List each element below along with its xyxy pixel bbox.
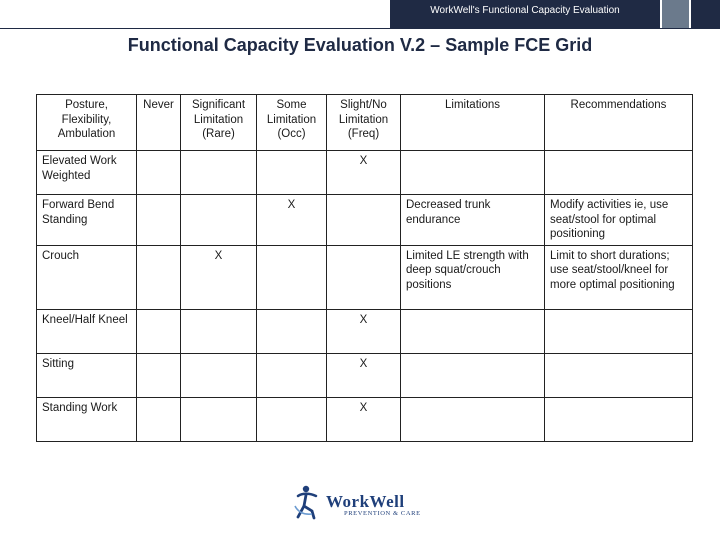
recommendations-cell bbox=[545, 151, 693, 195]
header-limitations: Limitations bbox=[401, 95, 545, 151]
significant-cell bbox=[181, 309, 257, 353]
limitations-cell bbox=[401, 353, 545, 397]
workwell-logo bbox=[292, 484, 432, 520]
banner-accent-block-dark bbox=[691, 0, 720, 28]
header-significant: Significant Limitation (Rare) bbox=[181, 95, 257, 151]
never-cell bbox=[137, 151, 181, 195]
activity-cell: Crouch bbox=[37, 245, 137, 309]
activity-cell: Standing Work bbox=[37, 397, 137, 441]
recommendations-cell: Modify activities ie, use seat/stool for optimal positioning bbox=[545, 195, 693, 246]
table-row bbox=[37, 353, 693, 397]
activity-cell: Sitting bbox=[37, 353, 137, 397]
never-cell bbox=[137, 245, 181, 309]
logo-wordmark: WorkWell bbox=[326, 492, 405, 511]
header-never: Never bbox=[137, 95, 181, 151]
recommendations-cell bbox=[545, 353, 693, 397]
table-header-row bbox=[37, 95, 693, 151]
never-cell bbox=[137, 195, 181, 246]
table-row bbox=[37, 195, 693, 246]
table-row bbox=[37, 151, 693, 195]
limitations-cell: Limited LE strength with deep squat/crouch positions bbox=[401, 245, 545, 309]
recommendations-cell bbox=[545, 397, 693, 441]
table-row bbox=[37, 309, 693, 353]
header-recommendations: Recommendations bbox=[545, 95, 693, 151]
slight-cell bbox=[327, 245, 401, 309]
limitations-cell bbox=[401, 397, 545, 441]
activity-cell: Kneel/Half Kneel bbox=[37, 309, 137, 353]
table-row bbox=[37, 397, 693, 441]
slight-cell bbox=[327, 195, 401, 246]
table-row bbox=[37, 245, 693, 309]
never-cell bbox=[137, 397, 181, 441]
some-cell bbox=[257, 151, 327, 195]
header-posture: Posture, Flexibility, Ambulation bbox=[37, 95, 137, 151]
significant-cell bbox=[181, 397, 257, 441]
limitations-cell bbox=[401, 309, 545, 353]
header-slight: Slight/No Limitation (Freq) bbox=[327, 95, 401, 151]
person-figure-icon bbox=[292, 484, 324, 520]
significant-cell bbox=[181, 151, 257, 195]
page-title: Functional Capacity Evaluation V.2 – Sample FCE Grid bbox=[127, 35, 593, 55]
activity-cell: Forward Bend Standing bbox=[37, 195, 137, 246]
limitations-cell: Decreased trunk endurance bbox=[401, 195, 545, 246]
header-banner: WorkWell's Functional Capacity Evaluation bbox=[390, 0, 660, 28]
recommendations-cell: Limit to short durations; use seat/stool/kneel for more optimal positioning bbox=[545, 245, 693, 309]
never-cell bbox=[137, 309, 181, 353]
banner-accent-block bbox=[662, 0, 689, 28]
slight-cell: X bbox=[327, 397, 401, 441]
some-cell bbox=[257, 245, 327, 309]
limitations-cell bbox=[401, 151, 545, 195]
slight-cell: X bbox=[327, 353, 401, 397]
significant-cell bbox=[181, 195, 257, 246]
activity-cell: Elevated Work Weighted bbox=[37, 151, 137, 195]
significant-cell: X bbox=[181, 245, 257, 309]
some-cell bbox=[257, 397, 327, 441]
some-cell: X bbox=[257, 195, 327, 246]
significant-cell bbox=[181, 353, 257, 397]
recommendations-cell bbox=[545, 309, 693, 353]
some-cell bbox=[257, 353, 327, 397]
never-cell bbox=[137, 353, 181, 397]
some-cell bbox=[257, 309, 327, 353]
slight-cell: X bbox=[327, 309, 401, 353]
slight-cell: X bbox=[327, 151, 401, 195]
fce-grid-table bbox=[36, 94, 693, 442]
logo-tagline: PREVENTION & CARE bbox=[344, 510, 421, 517]
header-some: Some Limitation (Occ) bbox=[257, 95, 327, 151]
